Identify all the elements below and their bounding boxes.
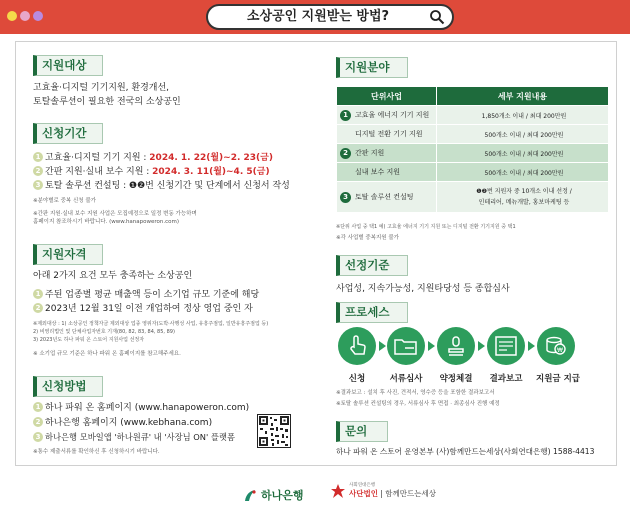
target-line-2: 토탈솔루션이 필요한 전국의 소상공인 [33, 97, 181, 107]
apply-item-3: 3 하나은행 모바일앱 '하나원큐' 내 '사장님 ON' 플랫폼 [33, 431, 235, 443]
arrow-icon [428, 341, 435, 351]
apply-step-icon [338, 327, 376, 365]
title-search-box [206, 4, 454, 30]
support-table [336, 86, 609, 213]
qualification-note-3: 3) 2023년도 하나 파워 온 스토어 지원사업 선정자 [33, 337, 145, 343]
qualification-heading: 지원자격 [33, 244, 103, 265]
period-note-2: ※간판 지원·실내 보수 지원 사업은 모집예정으로 일정 변동 가능하며 [33, 211, 197, 217]
arrow-icon [478, 341, 485, 351]
criteria-text: 사업성, 지속가능성, 지원타당성 등 종합심사 [336, 284, 510, 294]
col-detail-header: 세부 지원내용 [437, 87, 609, 106]
process-heading: 프로세스 [336, 302, 408, 323]
period-item-1: 1 고효율·디지털 기기 지원 : 2024. 1. 22(월)~2. 23(금) [33, 152, 273, 164]
field-note-2: ※각 사업별 중복지원 불가 [336, 235, 399, 241]
table-row: 1 고효율 에너지 기기 지원 1,850개소 이내 / 최대 200만원 [337, 106, 609, 125]
period-note-3: 홈페이지 참조하시기 바랍니다. (www.hanapoweron.com) [33, 219, 180, 225]
process-step-label: 결과보고 [489, 374, 523, 384]
period-note-1: ※분야별로 중복 신청 불가 [33, 198, 96, 204]
header-banner [0, 0, 630, 34]
col-unit-header: 단위사업 [337, 87, 437, 106]
period-heading: 신청기간 [33, 123, 103, 144]
document-review-icon [387, 327, 425, 365]
apply-heading: 신청방법 [33, 376, 103, 397]
bank-name: 하나은행 [261, 489, 304, 502]
org-logo-icon [330, 483, 346, 499]
qualification-item-2: 2 2023년 12월 31일 이전 개업하여 정상 영업 중인 자 [33, 303, 253, 315]
period-item-2: 2 간판 지원·실내 보수 지원 : 2024. 3. 11(월)~4. 5(금) [33, 166, 270, 178]
contact-heading: 문의 [336, 421, 388, 442]
process-note-2: ※토탈 솔루션 컨설팅의 경우, 서류심사 후 면접 · 최종심사 진행 예정 [336, 401, 500, 407]
process-step-label: 약정체결 [439, 374, 473, 384]
process-step-label: 신청 [348, 374, 366, 384]
coins-icon [537, 327, 575, 365]
apply-item-2: 2 하나은행 홈페이지 (www.kebhana.com) [33, 417, 212, 429]
table-row: 디지털 전환 기기 지원 500개소 이내 / 최대 200만원 [337, 125, 609, 144]
qualification-note-4: ※ 소기업 규모 기준은 하나 파워 온 홈페이지를 참고해주세요. [33, 351, 181, 357]
target-line-1: 고효율·디지털 기기지원, 환경개선, [33, 83, 170, 93]
field-note-1: ※단위 사업 중 택1 예) 고효율 에너지 기기 지원 또는 디지털 전환 기기지원 중 택1 [336, 224, 516, 230]
qualification-intro: 아래 2가지 요건 모두 충족하는 소상공인 [33, 271, 193, 281]
window-dots [7, 11, 43, 21]
qualification-item-1: 1 주된 업종별 평균 매출액 등이 소기업 규모 기준에 해당 [33, 289, 259, 301]
search-icon [429, 9, 445, 29]
hana-logo-icon [243, 488, 257, 502]
org-small-label: 사회연대은행 [349, 483, 376, 488]
org-logo: 사회연대은행 사단법인 | 함께만드는세상 [330, 483, 436, 499]
target-heading: 지원대상 [33, 55, 103, 76]
table-row: 3 토탈 솔루션 컨설팅 ❶❷번 지원자 중 10개소 이내 선정 / 인테리어, 메뉴개발, 홍보마케팅 등 [337, 182, 609, 213]
arrow-icon [528, 341, 535, 351]
page-title: 소상공인 지원받는 방법? [246, 9, 390, 24]
bank-logo [243, 487, 304, 503]
contact-text: 하나 파워 온 스토어 운영본부 (사)함께만드는세상(사회연대은행) 1588-4413 [336, 447, 595, 456]
footer [0, 470, 630, 512]
org-name: 함께만드는세상 [385, 489, 436, 498]
table-row: 2 간판 지원 500개소 이내 / 최대 200만원 [337, 144, 609, 163]
org-prefix: 사단법인 [349, 489, 378, 498]
pink-dot [20, 11, 30, 21]
period-item-3: 3 토탈 솔루션 컨설팅 : ❶❷번 신청기간 및 단계에서 신청서 작성 [33, 180, 290, 192]
process-step-label: 서류심사 [389, 374, 423, 384]
process-step-label: 지원금 지급 [535, 374, 580, 384]
apply-item-1: 1 하나 파워 온 홈페이지 (www.hanapoweron.com) [33, 402, 249, 414]
process-note-1: ※결과보고 : 설치 후 사진, 견적서, 영수증 등을 포함한 결과보고서 [336, 390, 495, 396]
field-heading: 지원분야 [336, 57, 408, 78]
yellow-dot [7, 11, 17, 21]
svg-text:₩: ₩ [557, 347, 563, 354]
table-header-row [337, 87, 609, 106]
criteria-heading: 선정기준 [336, 255, 408, 276]
qualification-note-2: 2) 비영리법인 및 단체사업자번호 기재(80, 82, 83, 84, 85, 89) [33, 329, 175, 335]
arrow-icon [379, 341, 386, 351]
report-icon [487, 327, 525, 365]
qualification-note-1: ※제외대상 : 1) 소상공인 정책자금 제외대상 업종 영위자(도박·사행성 사업, 유흥주점업, 일반유흥주점업 등) [33, 321, 269, 327]
qr-code [257, 414, 291, 448]
contract-stamp-icon [437, 327, 475, 365]
purple-dot [33, 11, 43, 21]
apply-note: ※통수 제출서류를 확인하신 후 신청하시기 바랍니다. [33, 449, 160, 455]
table-row: 실내 보수 지원 500개소 이내 / 최대 200만원 [337, 163, 609, 182]
